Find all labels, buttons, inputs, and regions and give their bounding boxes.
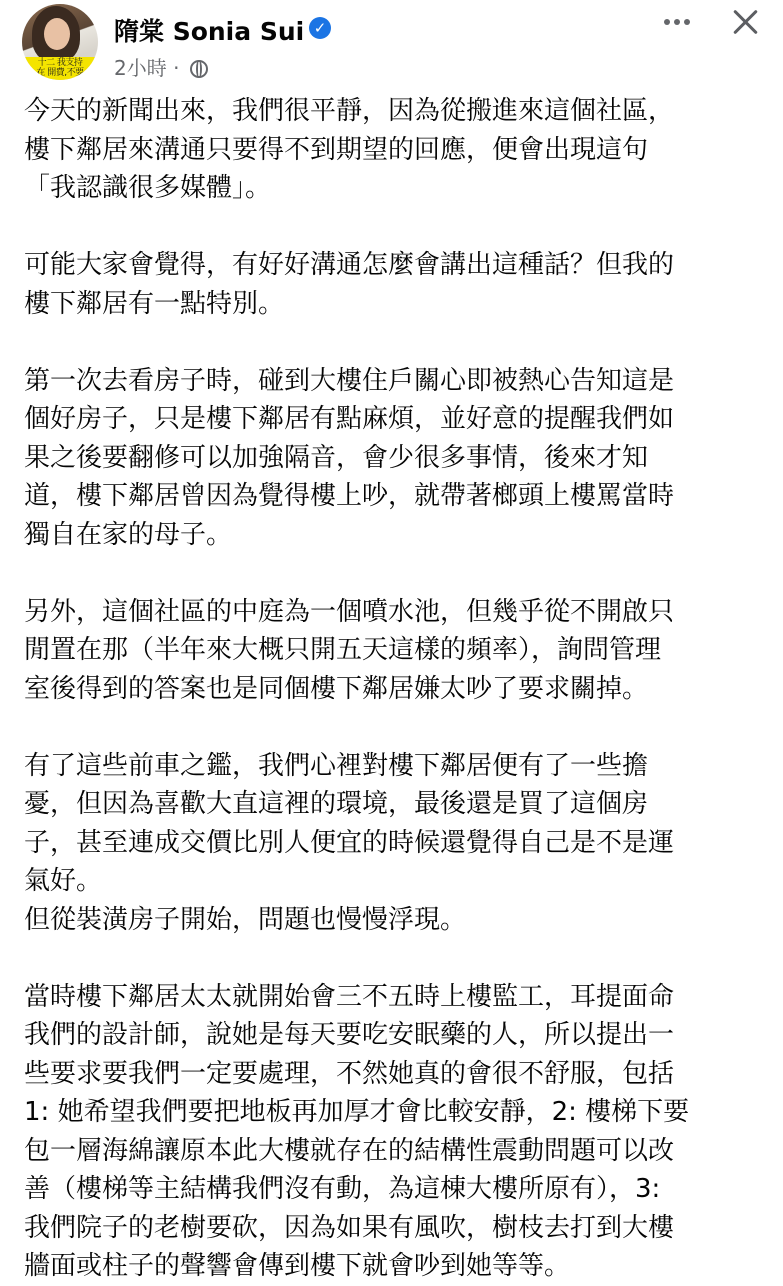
avatar-banner: 十二 我支持 在 開費,不要	[22, 57, 98, 80]
more-options-button[interactable]	[657, 8, 697, 36]
more-dot	[674, 19, 680, 25]
globe-icon[interactable]	[190, 60, 208, 78]
post-paragraph: 可能大家會覺得，有好好溝通怎麼會講出這種話？但我的 樓下鄰居有一點特別。	[24, 250, 675, 319]
post-paragraph: 當時樓下鄰居太太就開始會三不五時上樓監工，耳提面命 我們的設計師，說她是每天要吃安眠藥的人，所以提出一 些要求要我們一定要處理，不然她真的會很不舒服，包括 1: 她希望我們要把地板再加厚才會比較安靜，2: 樓梯下要 包一層海綿讓原本此大樓就存在的結構性震動問題可以改 善（樓梯等主結構我們沒有動，為這棟大樓所原有），3: 我們院子的老樹要砍，因為如果有風吹，樹枝去打到大樓 牆面或柱子的聲響會傳到樓下就會吵到她等等。	[24, 981, 690, 1281]
post-text	[24, 92, 759, 1286]
post-meta	[114, 52, 208, 81]
post-paragraph: 另外，這個社區的中庭為一個噴水池，但幾乎從不開啟只 閒置在那（半年來大概只開五天這樣的頻率），詢問管理 室後得到的答案也是同個樓下鄰居嫌太吵了要求關掉。	[24, 596, 675, 704]
author-name[interactable]: 隋棠 Sonia Sui	[114, 17, 305, 46]
avatar[interactable]	[22, 4, 98, 80]
post-paragraph: 今天的新聞出來，我們很平靜，因為從搬進來這個社區， 樓下鄰居來溝通只要得不到期望的回應，便會出現這句 「我認識很多媒體」。	[24, 96, 675, 203]
close-button[interactable]	[727, 4, 763, 40]
more-dot	[684, 19, 690, 25]
meta-separator: ·	[173, 56, 180, 80]
post-time[interactable]: 2小時	[114, 56, 167, 80]
more-horizontal-icon	[664, 19, 670, 25]
post-paragraph: 有了這些前車之鑑，我們心裡對樓下鄰居便有了一些擔 憂，但因為喜歡大直這裡的環境，最後還是買了這個房 子，甚至連成交價比別人便宜的時候還覺得自己是不是運 氣好。 但從裝潢房子開始，問題也慢慢浮現。	[24, 750, 675, 935]
post-paragraph: 第一次去看房子時，碰到大樓住戶關心即被熱心告知這是 個好房子，只是樓下鄰居有點麻煩，並好意的提醒我們如 果之後要翻修可以加強隔音，會少很多事情，後來才知 道，樓下鄰居曾因為覺得樓上吵，就帶著榔頭上樓罵當時 獨自在家的母子。	[24, 365, 675, 550]
verified-badge-icon: ✓	[309, 17, 331, 39]
post-header	[0, 0, 783, 86]
avatar-face	[44, 18, 70, 50]
